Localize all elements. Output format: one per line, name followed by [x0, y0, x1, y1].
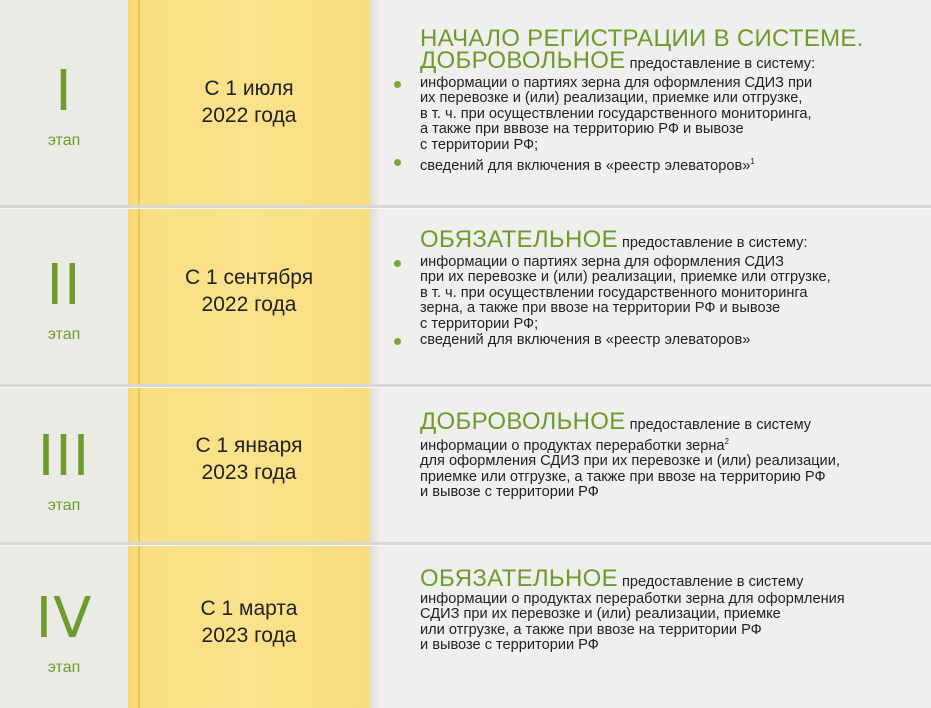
heading-tail: предоставление в систему:	[625, 56, 816, 72]
stage-caption: этап	[47, 326, 81, 343]
paragraph	[420, 592, 925, 654]
stage-number: II	[46, 253, 82, 318]
stage-label	[0, 253, 128, 344]
stage-caption: этап	[47, 132, 81, 149]
line: при их перевозке и (или) реализации, приемке или отгрузке,	[420, 269, 831, 286]
mode-word: ДОБРОВОЛЬНОЕ	[420, 47, 626, 74]
date-line: С 1 июля	[204, 77, 294, 100]
line: для оформления СДИЗ при их перевозке и (или) реализации,	[420, 453, 840, 470]
bullet-icon	[394, 338, 401, 345]
stage-description	[420, 26, 925, 174]
line: с территории РФ;	[420, 136, 539, 153]
date-line: С 1 января	[195, 434, 303, 457]
line: и вывозе с территории РФ	[420, 637, 599, 654]
footnote-mark: 2	[724, 436, 729, 446]
bullet-icon	[394, 159, 401, 166]
line: СДИЗ при их перевозке и (или) реализации, приемке	[420, 606, 781, 623]
stage-description	[420, 565, 925, 654]
line: сведений для включения в «реестр элеваторов»	[420, 331, 751, 348]
date-year: 2022 года	[201, 293, 297, 316]
line: информации о партиях зерна для оформления СДИЗ при	[420, 74, 813, 91]
stage-label	[0, 424, 128, 515]
line: с территории РФ;	[420, 315, 539, 332]
line: их перевозке и (или) реализации, приемке или отгрузке,	[420, 90, 803, 107]
date-line: С 1 сентября	[184, 266, 314, 289]
heading-tail: предоставление в систему	[617, 574, 804, 590]
bullet-icon	[394, 81, 401, 88]
footnote-mark: 1	[750, 156, 755, 166]
stage-subheading	[420, 408, 925, 435]
line: зерна, а также при ввозе на территории РФ и вывозе	[420, 300, 781, 317]
heading-tail: предоставление в систему:	[617, 235, 808, 251]
line: сведений для включения в «реестр элеваторов»	[420, 157, 751, 174]
stage-row-2	[0, 208, 931, 384]
date-year: 2023 года	[201, 624, 297, 647]
line: в т. ч. при осуществлении государственного мониторинга	[420, 284, 808, 301]
line: информации о продуктах переработки зерна для оформления	[420, 590, 845, 607]
stage-date	[128, 432, 370, 486]
date-line: С 1 марта	[200, 597, 298, 620]
stage-label	[0, 586, 128, 677]
stage-date	[128, 75, 370, 129]
line: в т. ч. при осуществлении государственного мониторинга,	[420, 105, 812, 122]
heading-tail: предоставление в систему	[625, 417, 812, 433]
stage-heading: НАЧАЛО РЕГИСТРАЦИИ В СИСТЕМЕ.	[420, 25, 864, 52]
stage-subheading	[420, 47, 925, 74]
list-item	[420, 154, 925, 175]
stage-date	[128, 595, 370, 649]
stage-label	[0, 59, 128, 150]
date-year: 2022 года	[201, 104, 297, 127]
stage-row-3	[0, 387, 931, 542]
date-year: 2023 года	[201, 461, 297, 484]
line: приемке или отгрузке, а также при ввозе на территорию РФ	[420, 468, 826, 485]
stage-number: III	[37, 424, 91, 489]
mode-word: ОБЯЗАТЕЛЬНОЕ	[420, 565, 618, 592]
stage-row-1	[0, 0, 931, 205]
stage-description	[420, 408, 925, 501]
stage-caption: этап	[47, 497, 81, 514]
line: информации о партиях зерна для оформления СДИЗ	[420, 253, 784, 270]
stage-subheading	[420, 565, 925, 592]
list-item	[420, 333, 925, 349]
stage-number: IV	[35, 586, 93, 651]
stage-description	[420, 226, 925, 348]
line: а также при вввозе на территорию РФ и вывозе	[420, 121, 744, 138]
line: и вывозе с территории РФ	[420, 484, 599, 501]
stage-row-4	[0, 545, 931, 708]
stage-caption: этап	[47, 659, 81, 676]
list-item	[420, 255, 925, 333]
line: или отгрузке, а также при ввозе на территории РФ	[420, 621, 762, 638]
paragraph	[420, 434, 925, 501]
mode-word: ДОБРОВОЛЬНОЕ	[420, 408, 626, 435]
stage-subheading	[420, 226, 925, 253]
stage-number: I	[55, 59, 73, 124]
mode-word: ОБЯЗАТЕЛЬНОЕ	[420, 226, 618, 253]
bullet-icon	[394, 260, 401, 267]
line: информации о продуктах переработки зерна	[420, 437, 725, 454]
list-item	[420, 76, 925, 154]
stage-date	[128, 264, 370, 318]
